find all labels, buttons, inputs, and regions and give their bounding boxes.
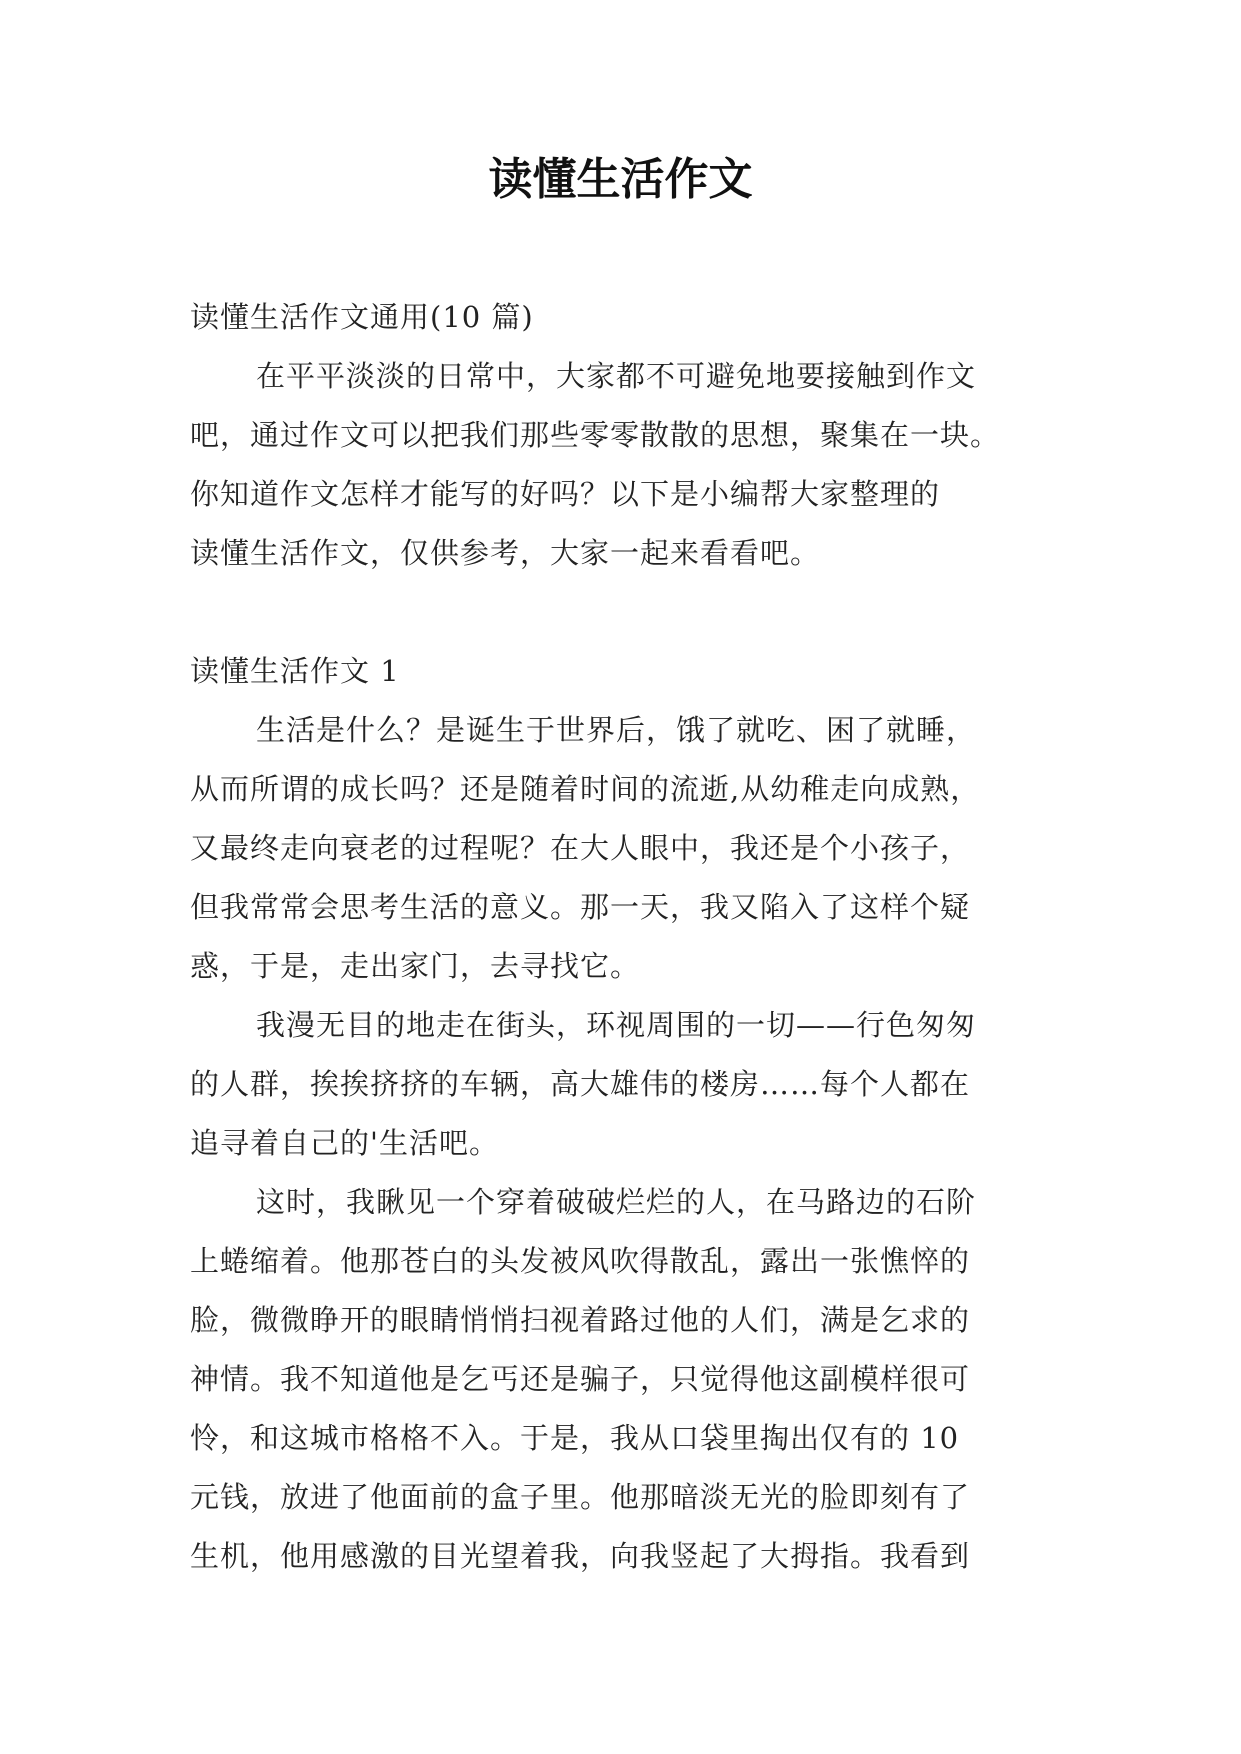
intro-line: 在平平淡淡的日常中，大家都不可避免地要接触到作文	[256, 359, 977, 393]
paragraph-line: 这时，我瞅见一个穿着破破烂烂的人，在马路边的石阶	[256, 1185, 977, 1219]
document-subtitle: 读懂生活作文通用(10 篇)	[190, 300, 534, 334]
intro-paragraph	[190, 347, 1056, 583]
paragraph-line: 元钱，放进了他面前的盒子里。他那暗淡无光的脸即刻有了	[190, 1480, 971, 1514]
intro-line: 读懂生活作文，仅供参考，大家一起来看看吧。	[190, 536, 821, 570]
paragraph-line: 惑，于是，走出家门，去寻找它。	[190, 949, 641, 983]
paragraph-line: 上蜷缩着。他那苍白的头发被风吹得散乱，露出一张憔悴的	[190, 1244, 971, 1278]
paragraph-line: 又最终走向衰老的过程呢？在大人眼中，我还是个小孩子，	[190, 831, 971, 865]
paragraph-line: 追寻着自己的'生活吧。	[190, 1126, 499, 1160]
section-heading: 读懂生活作文 1	[190, 654, 400, 688]
paragraph-line: 我漫无目的地走在街头，环视周围的一切——行色匆匆	[256, 1008, 977, 1042]
paragraph-line: 生活是什么？是诞生于世界后，饿了就吃、困了就睡，	[256, 713, 977, 747]
paragraph-line: 但我常常会思考生活的意义。那一天，我又陷入了这样个疑	[190, 890, 971, 924]
intro-line: 吧，通过作文可以把我们那些零零散散的思想，聚集在一块。	[190, 418, 1001, 452]
paragraph-line: 的人群，挨挨挤挤的车辆，高大雄伟的楼房……每个人都在	[190, 1067, 971, 1101]
document-body	[190, 288, 1056, 1586]
paragraph-line: 怜，和这城市格格不入。于是，我从口袋里掏出仅有的 10	[190, 1421, 960, 1455]
section-spacer	[190, 583, 1056, 642]
paragraph-line: 生机，他用感激的目光望着我，向我竖起了大拇指。我看到	[190, 1539, 971, 1573]
paragraph-line: 神情。我不知道他是乞丐还是骗子，只觉得他这副模样很可	[190, 1362, 971, 1396]
paragraph-2	[190, 996, 1056, 1173]
paragraph-line: 脸，微微睁开的眼睛悄悄扫视着路过他的人们，满是乞求的	[190, 1303, 971, 1337]
paragraph-1	[190, 701, 1056, 996]
document-title: 读懂生活作文	[488, 154, 753, 205]
paragraph-line: 从而所谓的成长吗？还是随着时间的流逝,从幼稚走向成熟，	[190, 772, 981, 806]
intro-line: 你知道作文怎样才能写的好吗？以下是小编帮大家整理的	[190, 477, 941, 511]
paragraph-3	[190, 1173, 1056, 1586]
